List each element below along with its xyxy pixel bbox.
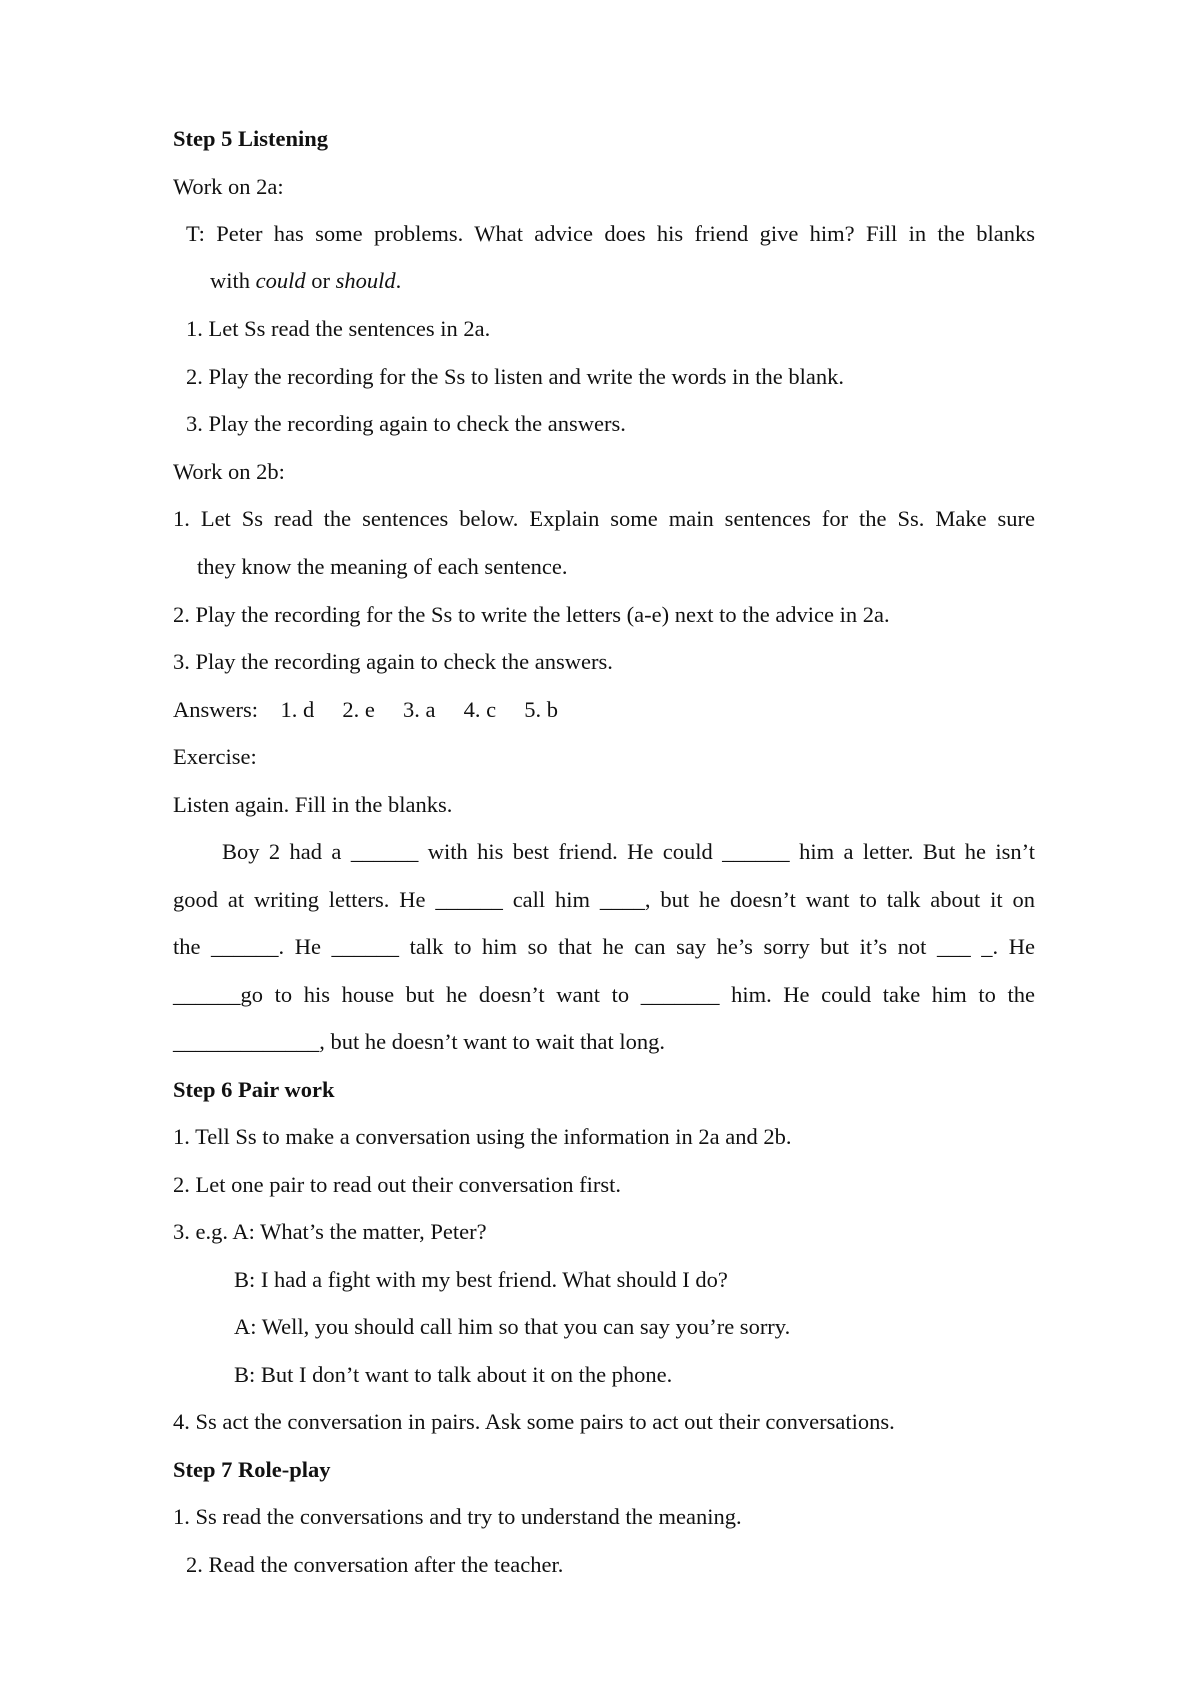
dialog-line-a2: A: Well, you should call him so that you can say you’re sorry. <box>234 1314 791 1339</box>
step6-item-1: 1. Tell Ss to make a conversation using the information in 2a and 2b. <box>173 1124 792 1149</box>
list-item-2b-2: 2. Play the recording for the Ss to write the letters (a-e) next to the advice in 2a. <box>173 602 890 627</box>
step6-heading: Step 6 Pair work <box>173 1077 335 1102</box>
step7-item-1: 1. Ss read the conversations and try to understand the meaning. <box>173 1504 742 1529</box>
list-item-2b-1-line2: they know the meaning of each sentence. <box>197 554 568 579</box>
answers-line: Answers: 1. d 2. e 3. a 4. c 5. b <box>173 697 558 722</box>
work-on-2b: Work on 2b: <box>173 459 285 484</box>
teacher-instruction-line2: with could or should. <box>210 268 402 293</box>
step7-heading: Step 7 Role-play <box>173 1457 331 1482</box>
dialog-line-b1: B: I had a fight with my best friend. What should I do? <box>234 1267 728 1292</box>
list-item-2a-2: 2. Play the recording for the Ss to listen and write the words in the blank. <box>186 364 844 389</box>
fill-blank-line-3: the ______. He ______ talk to him so that he can say he’s sorry but it’s not ___ _. He <box>173 934 1035 959</box>
work-on-2a: Work on 2a: <box>173 174 284 199</box>
exercise-label: Exercise: <box>173 744 257 769</box>
step6-item-4: 4. Ss act the conversation in pairs. Ask some pairs to act out their conversations. <box>173 1409 895 1434</box>
fill-blank-line-4: ______go to his house but he doesn’t want to _______ him. He could take him to the <box>173 982 1035 1007</box>
teacher-instruction-line1: T: Peter has some problems. What advice does his friend give him? Fill in the blanks <box>186 221 1035 246</box>
step6-item-3: 3. e.g. A: What’s the matter, Peter? <box>173 1219 487 1244</box>
dialog-line-b2: B: But I don’t want to talk about it on the phone. <box>234 1362 673 1387</box>
fill-blank-line-1: Boy 2 had a ______ with his best friend. He could ______ him a letter. But he isn’t <box>222 839 1035 864</box>
listen-instruction: Listen again. Fill in the blanks. <box>173 792 453 817</box>
list-item-2a-3: 3. Play the recording again to check the answers. <box>186 411 626 436</box>
list-item-2a-1: 1. Let Ss read the sentences in 2a. <box>186 316 491 341</box>
fill-blank-line-2: good at writing letters. He ______ call him ____, but he doesn’t want to talk about it on <box>173 887 1035 912</box>
step7-item-2: 2. Read the conversation after the teacher. <box>186 1552 564 1577</box>
list-item-2b-1-line1: 1. Let Ss read the sentences below. Explain some main sentences for the Ss. Make sure <box>173 506 1035 531</box>
step5-heading: Step 5 Listening <box>173 126 329 151</box>
step6-item-2: 2. Let one pair to read out their conversation first. <box>173 1172 621 1197</box>
fill-blank-line-5: _____________, but he doesn’t want to wait that long. <box>173 1029 666 1054</box>
list-item-2b-3: 3. Play the recording again to check the answers. <box>173 649 613 674</box>
